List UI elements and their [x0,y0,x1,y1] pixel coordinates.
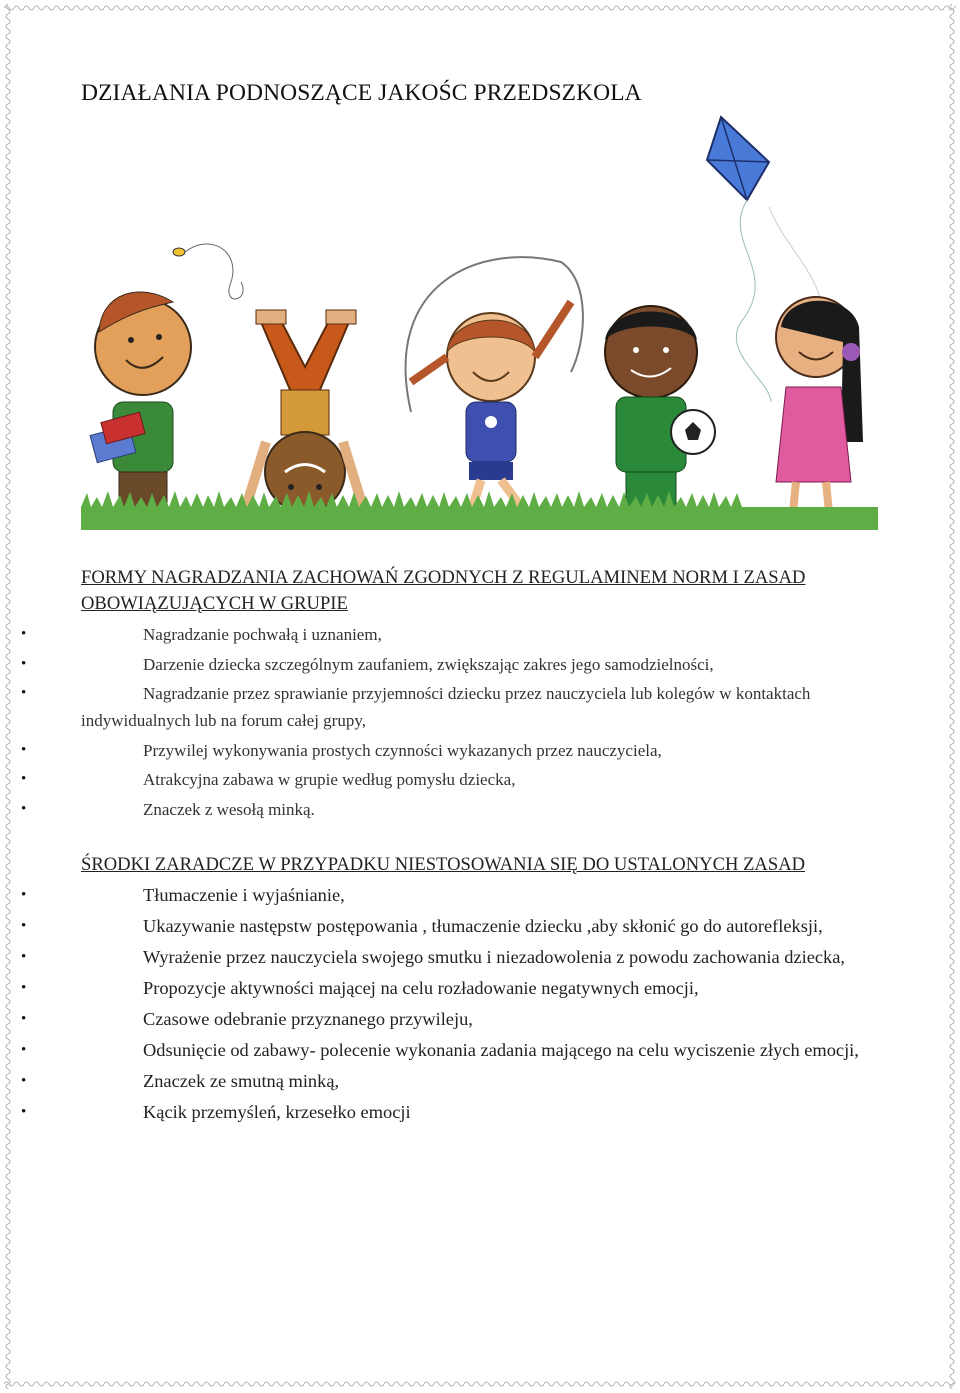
list-item: • Ukazywanie następstw postępowania , tłumaczenie dziecku ,aby skłonić go do autorefleksji, [81,913,876,941]
list-item: • Czasowe odebranie przyznanego przywileju, [81,1006,876,1034]
list-item: • Kącik przemyśleń, krzesełko emocji [81,1099,876,1127]
rewards-section [81,565,876,825]
list-item: • Nagradzanie pochwałą i uznaniem, [81,621,876,648]
remedies-section [81,852,876,1130]
list-item: • Odsunięcie od zabawy- polecenie wykonania zadania mającego na celu wyciszenie złych emocji, [81,1037,876,1065]
list-item: • Przywilej wykonywania prostych czynności wykazanych przez nauczyciela, [81,737,876,764]
list-item: • Darzenie dziecka szczególnym zaufaniem, zwiększając zakres jego samodzielności, [81,651,876,678]
bee-icon [173,244,243,299]
list-item: • Propozycje aktywności mającej na celu rozładowanie negatywnych emocji, [81,975,876,1003]
list-item: • Znaczek ze smutną minką, [81,1068,876,1096]
list-item: • Nagradzanie przez sprawianie przyjemności dziecku przez nauczyciela lub kolegów w kontaktach indywidualnych lub na forum całej grupy, [81,680,876,734]
list-item: • Atrakcyjna zabawa w grupie według pomysłu dziecka, [81,766,876,793]
rewards-heading: FORMY NAGRADZANIA ZACHOWAŃ ZGODNYCH Z REGULAMINEM NORM I ZASAD OBOWIĄZUJĄCYCH W GRUPIE [81,567,806,614]
list-item: • Znaczek z wesołą minką. [81,796,876,823]
girl-in-pink-figure [776,297,863,521]
boy-with-books-figure [90,292,191,521]
boy-with-ball-figure [605,306,715,521]
list-item: • Tłumaczenie i wyjaśnianie, [81,882,876,910]
remedies-heading: ŚRODKI ZARADCZE W PRZYPADKU NIESTOSOWANIA SIĘ DO USTALONYCH ZASAD [81,854,806,875]
page-title: DZIAŁANIA PODNOSZĄCE JAKOŚC PRZEDSZKOLA [81,80,642,106]
handstand-boy-figure [246,310,363,512]
remedies-list [81,882,876,1127]
list-item: • Wyrażenie przez nauczyciela swojego smutku i niezadowolenia z powodu zachowania dziecka, [81,944,876,972]
children-playing-illustration [81,112,878,530]
girl-jumping-rope-figure [411,302,571,523]
rewards-list [81,621,876,823]
